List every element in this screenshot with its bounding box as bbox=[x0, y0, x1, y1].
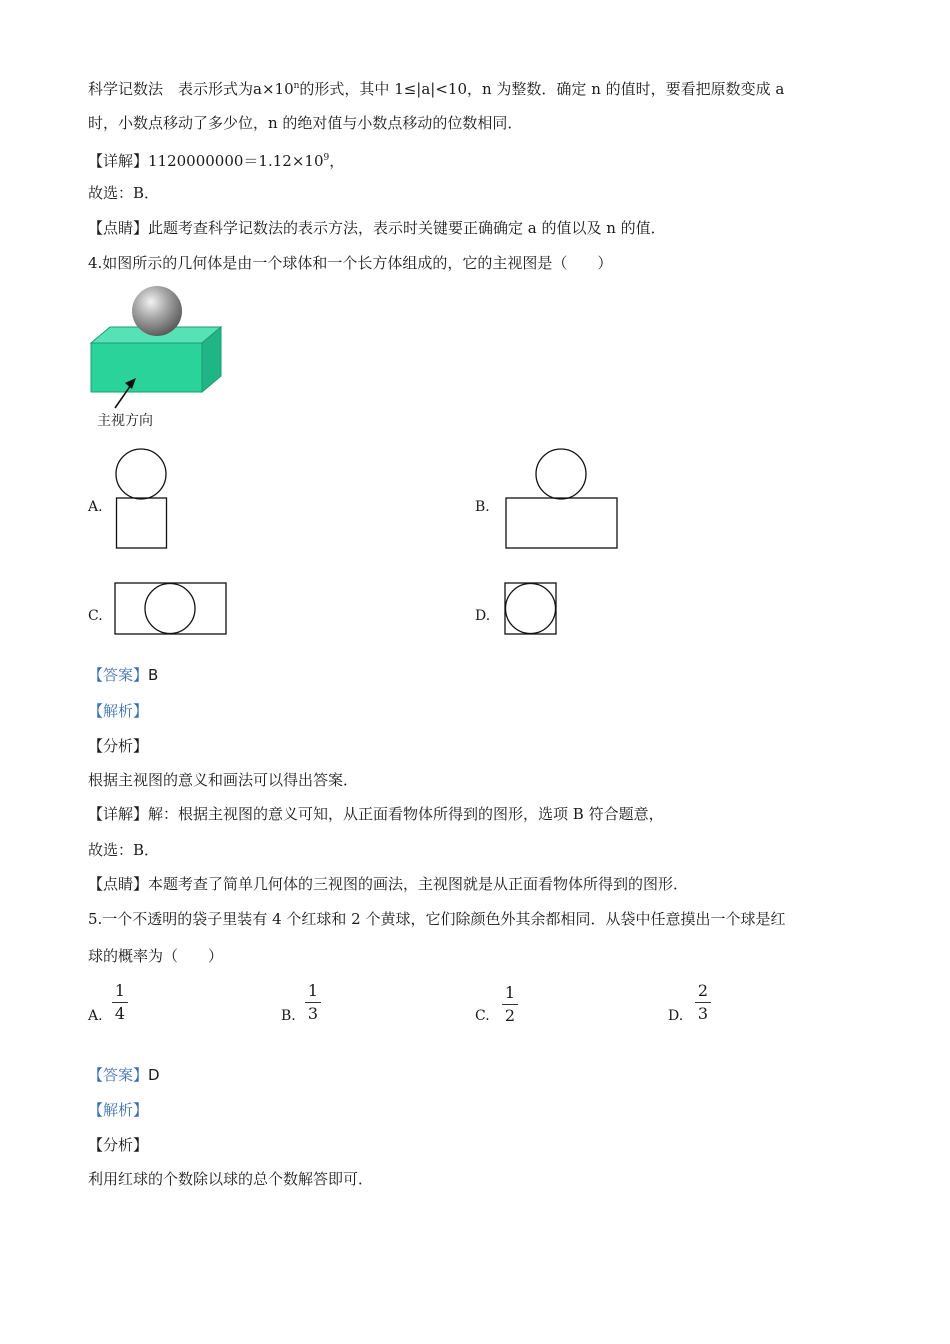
q4-comment: 【点睛】本题考查了简单几何体的三视图的画法，主视图就是从正面看物体所得到的图形． bbox=[88, 875, 689, 893]
q4-figure-caption: 主视方向 bbox=[97, 413, 153, 429]
q5-option-c-numerator: 1 bbox=[504, 983, 516, 1002]
q5-option-b-fraction bbox=[302, 980, 324, 1025]
prev-detail-b: ， bbox=[329, 152, 345, 170]
q4-option-a-figure bbox=[115, 448, 169, 552]
q5-analysis-tag: 【解析】 bbox=[88, 1101, 149, 1119]
prev-line-1-b: a×10 bbox=[253, 80, 294, 98]
sphere bbox=[132, 286, 182, 336]
q5-option-c-fraction bbox=[499, 982, 521, 1027]
box-front-face bbox=[91, 343, 202, 392]
q5-option-b-denominator: 3 bbox=[307, 1004, 319, 1023]
prev-line-1-c: 的形式，其中 1≤|a|<10，n 为整数．确定 n 的值时，要看把原数变成 a bbox=[299, 80, 785, 98]
prev-detail-a: 【详解】1120000000＝1.12×10 bbox=[88, 152, 324, 170]
q5-stem-2: 球的概率为（ ） bbox=[88, 947, 224, 965]
q4-solid-figure bbox=[88, 282, 228, 412]
q4-answer-tag: 【答案】 bbox=[88, 666, 149, 684]
q4-choose: 故选：B． bbox=[88, 841, 160, 859]
prev-choose: 故选：B． bbox=[88, 184, 160, 202]
q4-analysis-tag: 【解析】 bbox=[88, 702, 149, 720]
prev-detail bbox=[88, 148, 344, 171]
q4-option-c-label[interactable]: C. bbox=[88, 608, 103, 624]
prev-line-1-sup: n bbox=[293, 81, 300, 91]
q5-option-d-fraction bbox=[692, 980, 714, 1025]
prev-comment: 【点睛】此题考查科学记数法的表示方法，表示时关键要正确确定 a 的值以及 n 的值． bbox=[88, 219, 666, 237]
prev-detail-sup: 9 bbox=[323, 153, 330, 163]
q5-answer bbox=[88, 1065, 160, 1085]
q5-option-a-fraction bbox=[109, 980, 131, 1025]
q4-option-b-figure bbox=[505, 448, 621, 552]
q4-answer bbox=[88, 665, 158, 685]
q5-option-b-numerator: 1 bbox=[307, 981, 319, 1000]
q5-option-d-label[interactable]: D. bbox=[668, 1008, 684, 1024]
q4-fenxi: 【分析】 bbox=[88, 737, 149, 755]
q4-option-c-figure bbox=[114, 582, 230, 638]
q5-option-c-denominator: 2 bbox=[504, 1006, 516, 1025]
q5-fenxi: 【分析】 bbox=[88, 1136, 149, 1154]
q5-stem-1: 5.一个不透明的袋子里装有 4 个红球和 2 个黄球，它们除颜色外其余都相同．从袋中任意摸出一个球是红 bbox=[88, 910, 786, 928]
q4-detail: 【详解】解：根据主视图的意义可知，从正面看物体所得到的图形，选项 B 符合题意， bbox=[88, 805, 664, 823]
q4-option-a-label[interactable]: A. bbox=[88, 499, 103, 515]
q4-option-b-label[interactable]: B. bbox=[475, 499, 490, 515]
q5-answer-tag: 【答案】 bbox=[88, 1066, 149, 1084]
q4-fenxi-text: 根据主视图的意义和画法可以得出答案． bbox=[88, 771, 359, 789]
prev-line-2: 时，小数点移动了多少位，n 的绝对值与小数点移动的位数相同． bbox=[88, 114, 523, 132]
q5-option-a-numerator: 1 bbox=[114, 981, 126, 1000]
prev-line-1 bbox=[88, 76, 784, 99]
q5-option-a-label[interactable]: A. bbox=[88, 1008, 103, 1024]
q4-answer-value: B bbox=[148, 666, 159, 684]
q5-option-b-label[interactable]: B. bbox=[281, 1008, 296, 1024]
q5-option-d-numerator: 2 bbox=[697, 981, 709, 1000]
q4-option-d-label[interactable]: D. bbox=[475, 608, 491, 624]
q5-option-d-denominator: 3 bbox=[697, 1004, 709, 1023]
q5-answer-value: D bbox=[148, 1066, 160, 1084]
prev-line-1-a: 科学记数法 表示形式为 bbox=[88, 80, 254, 98]
q4-stem: 4.如图所示的几何体是由一个球体和一个长方体组成的，它的主视图是（ ） bbox=[88, 254, 613, 272]
q5-fenxi-text: 利用红球的个数除以球的总个数解答即可． bbox=[88, 1170, 374, 1188]
q5-option-a-denominator: 4 bbox=[114, 1004, 126, 1023]
q4-option-d-figure bbox=[504, 582, 560, 638]
q5-option-c-label[interactable]: C. bbox=[475, 1008, 490, 1024]
